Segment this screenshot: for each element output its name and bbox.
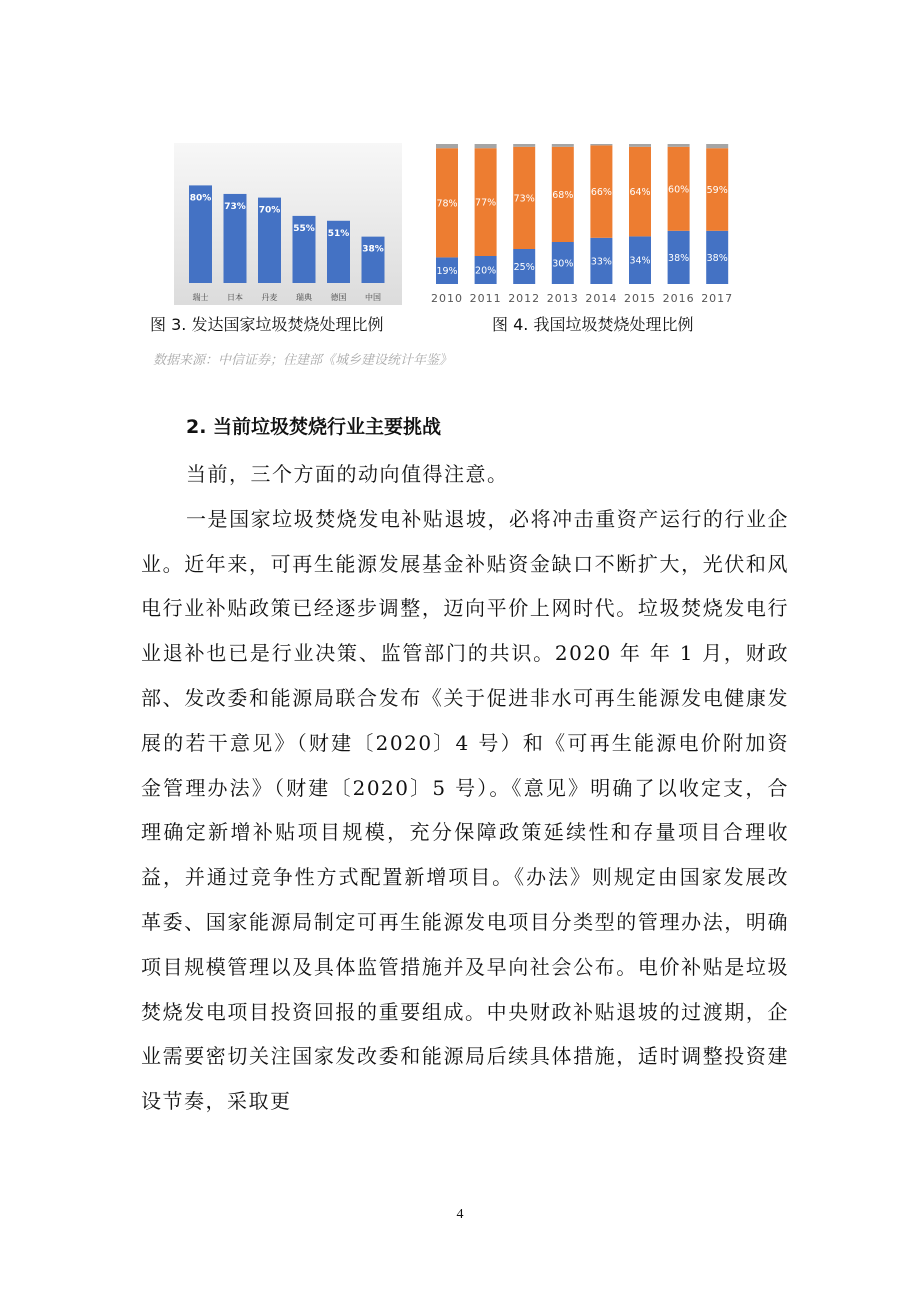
bar-2017-seg-2 xyxy=(706,144,728,148)
category-label: 中国 xyxy=(365,293,381,302)
chart-china-yearly xyxy=(428,143,740,308)
bar-2015-seg-2 xyxy=(629,144,651,147)
bar-2014-seg-2 xyxy=(590,144,612,145)
data-label: 77% xyxy=(475,197,497,209)
data-label: 73% xyxy=(224,201,246,212)
data-label: 64% xyxy=(629,187,651,199)
data-label: 38% xyxy=(706,252,728,264)
data-label: 59% xyxy=(706,185,728,196)
data-label: 30% xyxy=(552,258,574,270)
data-label: 80% xyxy=(189,193,212,204)
data-source-note: 数据来源：中信证券；住建部《城乡建设统计年鉴》 xyxy=(153,353,453,368)
data-label: 73% xyxy=(513,193,535,205)
data-label: 25% xyxy=(513,262,535,273)
data-label: 51% xyxy=(327,228,350,239)
section-heading: 2. 当前垃圾焚烧行业主要挑战 xyxy=(186,416,442,438)
data-label: 60% xyxy=(668,184,690,196)
data-label: 38% xyxy=(668,252,690,264)
bar-2012-seg-2 xyxy=(513,144,535,147)
data-label: 33% xyxy=(590,256,612,268)
figure-3-caption: 图 3. 发达国家垃圾焚烧处理比例 xyxy=(150,315,384,334)
data-label: 34% xyxy=(629,255,651,267)
bar-中国 xyxy=(362,237,385,283)
figure-4-caption: 图 4. 我国垃圾焚烧处理比例 xyxy=(492,315,694,334)
data-label: 78% xyxy=(436,198,458,210)
category-label: 日本 xyxy=(227,293,243,302)
category-label: 瑞典 xyxy=(296,293,312,302)
paragraph: 当前，三个方面的动向值得注意。 xyxy=(186,462,509,486)
chart-developed-countries xyxy=(174,143,402,305)
category-label: 丹麦 xyxy=(261,293,278,302)
category-label: 德国 xyxy=(330,293,347,302)
data-label: 66% xyxy=(590,187,612,199)
data-label: 19% xyxy=(436,266,458,278)
year-label: 2011 xyxy=(469,292,502,305)
year-label: 2010 xyxy=(431,292,463,305)
bar-2016-seg-2 xyxy=(668,144,690,147)
data-label: 38% xyxy=(362,244,384,255)
year-label: 2015 xyxy=(624,292,656,305)
bar-2011-seg-2 xyxy=(475,144,497,148)
category-label: 瑞士 xyxy=(192,293,209,302)
data-label: 55% xyxy=(293,223,315,234)
data-label: 68% xyxy=(552,189,574,201)
year-label: 2014 xyxy=(585,292,618,305)
data-label: 20% xyxy=(475,265,497,277)
page-number: 4 xyxy=(456,1207,464,1222)
year-label: 2013 xyxy=(546,292,579,305)
year-label: 2017 xyxy=(701,292,734,305)
year-label: 2012 xyxy=(508,292,541,305)
bar-2013-seg-2 xyxy=(552,144,574,147)
data-label: 70% xyxy=(258,205,281,216)
bar-2010-seg-2 xyxy=(436,144,458,148)
section-body xyxy=(141,452,789,1124)
year-label: 2016 xyxy=(662,292,695,305)
paragraph: 一是国家垃圾焚烧发电补贴退坡，必将冲击重资产运行的行业企业。近年来，可再生能源发展基金补贴资金缺口不断扩大，光伏和风电行业补贴政策已经逐步调整，迈向平价上网时代。垃圾焚烧发电行业退补也已是行业决策、监管部门的共识。2020 年 年 1 月，财政部、发改委和能源局联合发布《关于促进非水可再生能源发电健康发展的若干意见》（财建〔2020〕4 号）和《可再生能源电价附加资金管理办法》（财建〔2020〕5 号）。《意见》明确了以收定支，合理确定新增补贴项目规模，充分保障政策延续性和存量项目合理收益，并通过竞争性方式配置新增项目。《办法》则规定由国家发展改革委、国家能源局制定可再生能源发电项目分类型的管理办法，明确项目规模管理以及具体监管措施并及早向社会公布。电价补贴是垃圾焚烧发电项目投资回报的重要组成。中央财政补贴退坡的过渡期，企业需要密切关注国家发改委和能源局后续具体措施，适时调整投资建设节奏，采取更 xyxy=(141,506,789,1114)
